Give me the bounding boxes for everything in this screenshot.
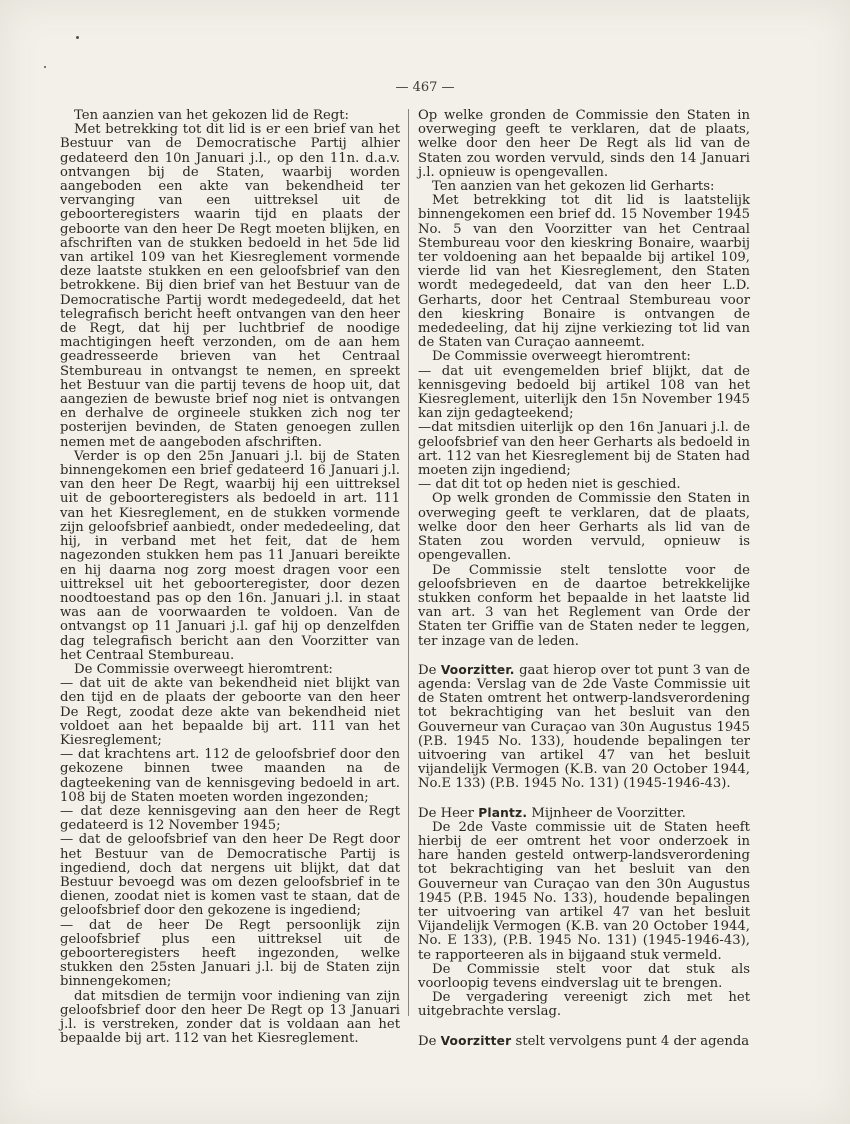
paragraph: — dat deze kennisgeving aan den heer de Regt gedateerd is 12 November 1945;: [60, 803, 400, 834]
left-column: [60, 109, 400, 1046]
statement-text: Mijnheer de Voorzitter.: [531, 805, 686, 821]
paragraph: Op welke gronden de Commissie den Staten in overweging geeft te verklaren, dat de plaats, welke door den heer De Regt als lid van de Staten zou worden vervuld, sinds den 14 Januari j.l. opnieuw is opengevallen.: [418, 108, 750, 180]
paragraph: —dat mitsdien uiterlijk op den 16n Januari j.l. de geloofsbrief van den heer Gerharts als bedoeld in art. 112 van het Kiesreglement bij de Staten had moeten zijn ingediend;: [418, 420, 750, 479]
paragraph: Met betrekking tot dit lid is laatstelijk binnengekomen een brief dd. 15 November 1945 No. 5 van den Voorzitter van het Centraal Stembureau voor den kieskring Bonaire, waarbij ter voldoening aan het bepaalde bij artikel 109, vierde lid van het Kiesreglement, den Staten wordt medegedeeld, dat van den heer L.D. Gerharts, door het Centraal Stembureau voor den kieskring Bonaire is ontvangen de mededeeling, dat hij zijne verkiezing tot lid van de Staten van Curaçao aanneemt.: [418, 193, 750, 351]
paragraph: dat mitsdien de termijn voor indiening van zijn geloofsbrief door den heer De Regt op 13 Januari j.l. is verstreken, zonder dat is voldaan aan het bepaalde bij art. 112 van het Kiesreglement.: [60, 988, 400, 1047]
column-divider: [408, 109, 409, 1016]
voorzitter-statement: [418, 1034, 750, 1049]
prefix: De Heer: [418, 805, 474, 821]
paragraph: — dat krachtens art. 112 de geloofsbrief door den gekozene binnen twee maanden na de dagteekening van de kennisgeving bedoeld in art. 108 bij de Staten moeten worden ingezonden;: [60, 747, 400, 805]
section-heading-gerharts: Ten aanzien van het gekozen lid Gerharts:: [432, 179, 715, 195]
statement-text: gaat hierop over tot punt 3 van de agenda: Verslag van de 2de Vaste Commissie uit de Staten omtrent het ontwerp-landsverordening tot bekrachtiging van het besluit van den Gouverneur van Curaçao van 30n Augustus 1945 (P.B. 1945 No. 133), houdende bepalingen ter uitvoering van artikel 47 van het besluit vijandelijk Vermogen (K.B. van 20 October 1944, No.E 133) (P.B. 1945 No. 131) (1945-1946-43).: [418, 662, 750, 792]
plantz-statement: [418, 806, 750, 821]
page-number: — 467 —: [395, 80, 455, 95]
paragraph: De Commissie stelt tenslotte voor de geloofsbrieven en de daartoe betrekkelijke stukken conform het bepaalde in het laatste lid van art. 3 van het Reglement van Orde der Staten ter Griffie van de Staten neder te leggen, ter inzage van de leden.: [418, 562, 750, 649]
statement-text: stelt vervolgens punt 4 der agenda: [515, 1033, 750, 1049]
paragraph: — dat uit de akte van bekendheid niet blijkt van den tijd en de plaats der geboorte van den heer De Regt, zoodat deze akte van bekendheid niet voldoet aan het bepaalde bij art. 111 van het Kiesreglement;: [60, 676, 400, 748]
voorzitter-statement: [418, 663, 750, 792]
speaker-name: Voorzitter: [440, 1033, 512, 1048]
speaker-name: Plantz.: [478, 805, 528, 820]
speaker-name: Voorzitter.: [440, 662, 515, 677]
scan-speck: [44, 66, 46, 68]
paragraph: — dat dit tot op heden niet is geschied.: [418, 477, 681, 493]
paragraph: De 2de Vaste commissie uit de Staten heeft hierbij de eer omtrent het voor onderzoek in hare handen gesteld ontwerp-landsverordening tot bekrachtiging van het besluit van den Gouverneur van Curaçao van den 30n Augustus 1945 (P.B. 1945 No. 133), houdende bepalingen ter uitvoering van artikel 47 van het besluit Vijandelijk Vermogen (K.B. van 20 October 1944, No. E 133), (P.B. 1945 No. 131) (1945-1946-43), te rapporteeren als in bijgaand stuk vermeld.: [418, 819, 750, 963]
paragraph: — dat de heer De Regt persoonlijk zijn geloofsbrief plus een uittreksel uit de geboorteregisters heeft ingezonden, welke stukken den 25sten Januari j.l. bij de Staten zijn binnengekomen;: [60, 917, 400, 990]
prefix: De: [418, 1033, 437, 1049]
paragraph: De Commissie overweegt hieromtrent:: [74, 661, 333, 677]
paragraph: Op welk gronden de Commissie den Staten in overweging geeft te verklaren, dat de plaats, welke door den heer Gerharts als lid van de Staten zou worden vervuld, opnieuw is opengevallen.: [418, 491, 750, 564]
scan-speck: [76, 36, 79, 39]
right-column: [418, 109, 750, 1049]
paragraph: De Commissie stelt voor dat stuk als voorloopig tevens eindverslag uit te brengen.: [418, 961, 750, 991]
paragraph: Verder is op den 25n Januari j.l. bij de Staten binnengekomen een brief gedateerd 16 Januari j.l. van den heer De Regt, waarbij hij een uittreksel uit de geboorteregisters als bedoeld in art. 111 van het Kiesreglement, en de stukken vormende zijn geloofsbrief aanbiedt, onder mededeeling, dat hij, in verband met het feit, dat de hem nagezonden stukken hem pas 11 Januari bereikte en hij daarna nog zorg moest dragen voor een uittreksel uit het geboorteregister, door dezen noodtoestand pas op den 16n. Januari j.l. in staat was aan de voorwaarden te voldoen. Van de ontvangst op 11 Januari j.l. gaf hij op denzelfden dag telegrafisch bericht aan den Voorzitter van het Centraal Stembureau.: [60, 448, 400, 663]
section-heading-de-regt: Ten aanzien van het gekozen lid de Regt:: [74, 108, 349, 123]
paragraph: — dat uit evengemelden brief blijkt, dat de kennisgeving bedoeld bij artikel 108 van het Kiesreglement, uiterlijk den 15n November 1945 kan zijn gedagteekend;: [418, 363, 750, 422]
prefix: De: [418, 662, 437, 678]
paragraph: De Commissie overweegt hieromtrent:: [432, 349, 691, 365]
paragraph: — dat de geloofsbrief van den heer De Regt door het Bestuur van de Democratische Partij is ingediend, doch dat nergens uit blijkt, dat dat Bestuur bevoegd was om dezen geloofsbrief in te dienen, zoodat niet is komen vast te staan, dat de geloofsbrief door den gekozene is ingediend;: [60, 832, 400, 919]
paragraph: De vergadering vereenigt zich met het uitgebrachte verslag.: [418, 990, 750, 1020]
paragraph: Met betrekking tot dit lid is er een brief van het Bestuur van de Democratische Partij alhier gedateerd den 10n Januari j.l., op den 11n. d.a.v. ontvangen bij de Staten, waarbij worden aangeboden een akte van bekendheid ter vervanging van een uittreksel uit de geboorteregisters waarin tijd en plaats der geboorte van den heer De Regt moeten blijken, en afschriften van de stukken bedoeld in het 5de lid van artikel 109 van het Kiesreglement vormende deze laatste stukken en een geloofsbrief van den betrokkene. Bij dien brief van het Bestuur van de Democratische Partij wordt medegedeeld, dat het telegrafisch bericht heeft ontvangen van den heer de Regt, dat hij per luchtbrief de noodige machtigingen heeft verzonden, om de aan hem geadresseerde brieven van het Centraal Stembureau in ontvangst te nemen, en spreekt het Bestuur van die partij tevens de hoop uit, dat aangezien de bewuste brief nog niet is ontvangen en derhalve de orgineele stukken zich nog ter posterijen bevinden, de Staten genoegen zullen nemen met de aangeboden afschriften.: [60, 122, 400, 450]
